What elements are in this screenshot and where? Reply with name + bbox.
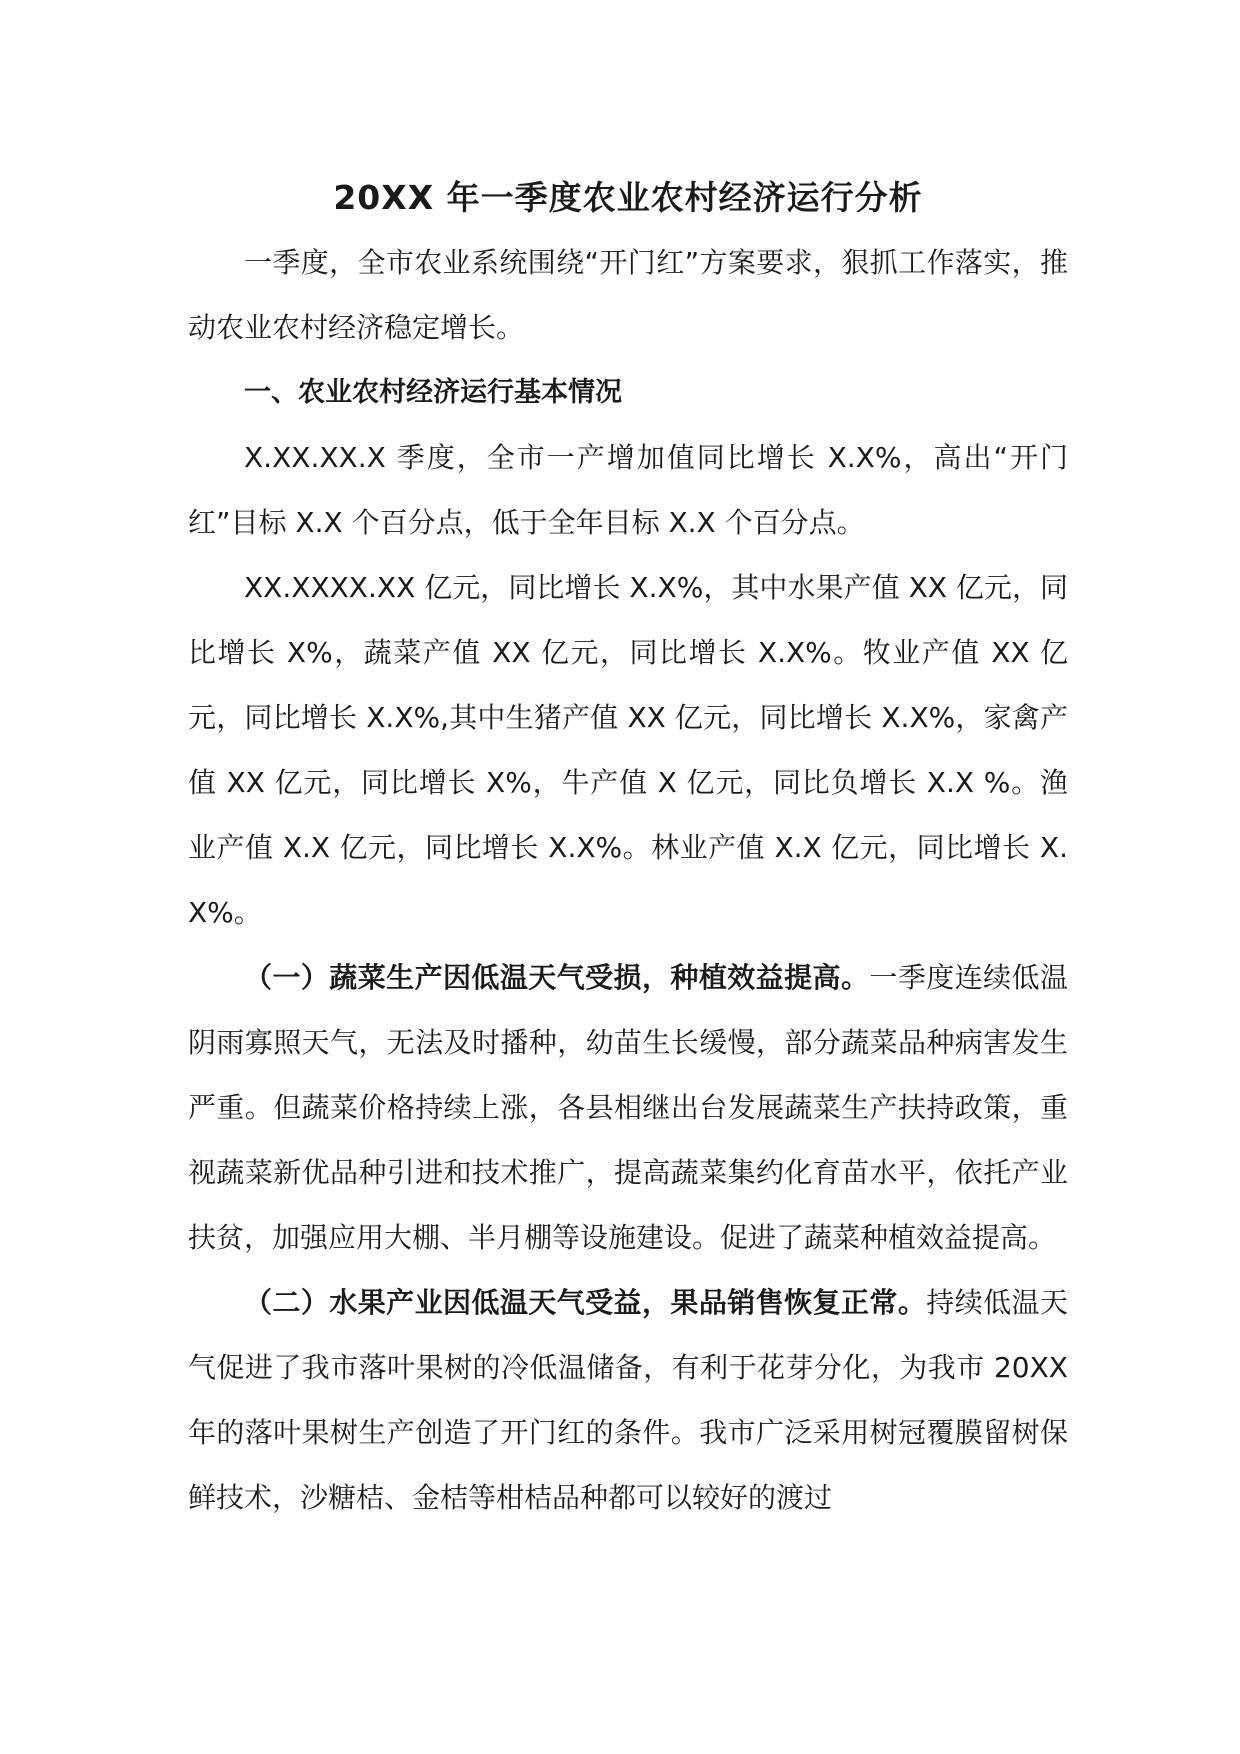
- subheading-vegetables: （一）蔬菜生产因低温天气受损，种植效益提高。: [244, 961, 870, 994]
- paragraph-output-values: XX.XXXX.XX 亿元，同比增长 X.X%，其中水果产值 XX 亿元，同比增长 X%，蔬菜产值 XX 亿元，同比增长 X.X%。牧业产值 XX 亿元，同比增长 X.X%,其中生猪产值 XX 亿元，同比增长 X.X%，家禽产值 XX 亿元，同比增长 X%，牛产值 X 亿元，同比负增长 X.X %。渔业产值 X.X 亿元，同比增长 X.X%。林业产值 X.X 亿元，同比增长 X.X%。: [188, 571, 1068, 929]
- paragraph-vegetables: [188, 945, 1068, 1270]
- paragraph-value-added: X.XX.XX.X 季度，全市一产增加值同比增长 X.X%，高出“开门红”目标 X.X 个百分点，低于全年目标 X.X 个百分点。: [188, 441, 1068, 539]
- subheading-fruits: （二）水果产业因低温天气受益，果品销售恢复正常。: [244, 1286, 927, 1319]
- section-heading: 一、农业农村经济运行基本情况: [244, 377, 622, 408]
- fruits-body: 持续低温天气促进了我市落叶果树的冷低温储备，有利于花芽分化，为我市 20XX 年的落叶果树生产创造了开门红的条件。我市广泛采用树冠覆膜留树保鲜技术，沙糖桔、金桔等柑桔品种都可以较好的渡过: [188, 1286, 1068, 1514]
- paragraph-fruits: [188, 1270, 1068, 1530]
- vegetables-body: 一季度连续低温阴雨寡照天气，无法及时播种，幼苗生长缓慢，部分蔬菜品种病害发生严重。但蔬菜价格持续上涨，各县相继出台发展蔬菜生产扶持政策，重视蔬菜新优品种引进和技术推广，提高蔬菜集约化育苗水平，依托产业扶贫，加强应用大棚、半月棚等设施建设。促进了蔬菜种植效益提高。: [188, 961, 1068, 1254]
- document-title: 20XX 年一季度农业农村经济运行分析: [333, 178, 923, 217]
- intro-paragraph: 一季度，全市农业系统围绕“开门红”方案要求，狠抓工作落实，推动农业农村经济稳定增长。: [188, 246, 1068, 344]
- document-page: [188, 170, 1068, 1530]
